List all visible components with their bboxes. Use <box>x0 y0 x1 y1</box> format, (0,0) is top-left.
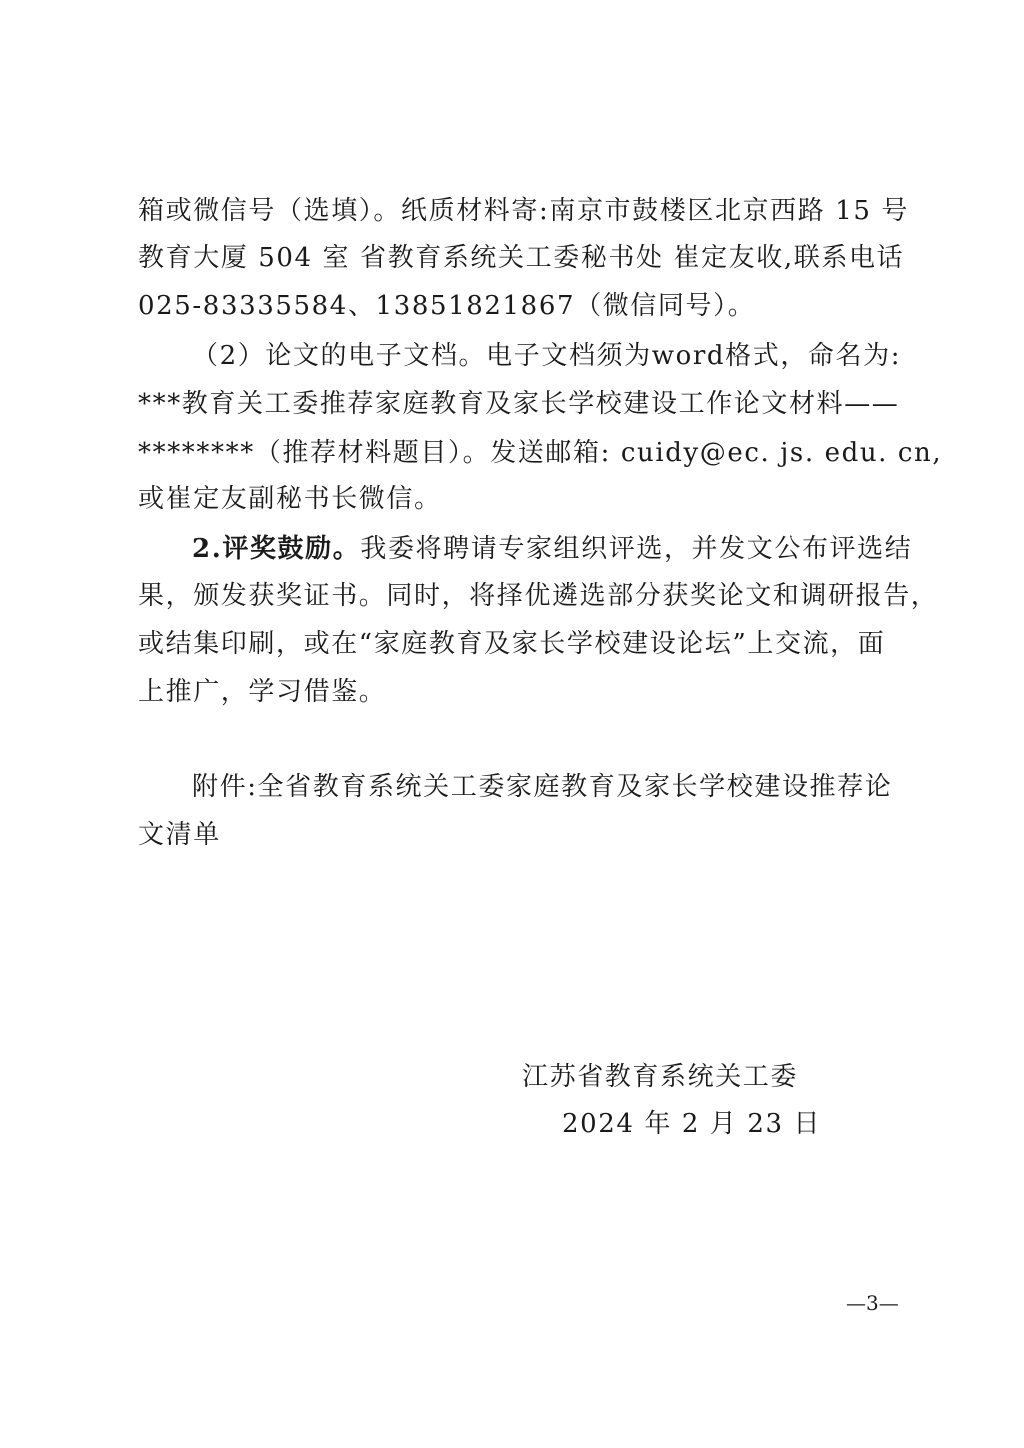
body-text-line: （2）论文的电子文档。电子文档须为word格式，命名为: <box>192 341 902 371</box>
body-text-line: ***教育关工委推荐家庭教育及家长学校建设工作论文材料—— <box>138 389 900 419</box>
body-text-line: 箱或微信号（选填）。纸质材料寄:南京市鼓楼区北京西路 15 号 <box>138 196 909 226</box>
body-text-line: 教育大厦 504 室 省教育系统关工委秘书处 崔定友收,联系电话 <box>138 243 905 273</box>
signature-date: 2024 年 2 月 23 日 <box>562 1109 822 1139</box>
body-text-line: ********（推荐材料题目）。发送邮箱: cuidy@ec. js. edu. cn, <box>138 438 943 468</box>
body-text-span: 我委将聘请专家组织评选，并发文公布评选结 <box>360 534 913 564</box>
attachment-line: 文清单 <box>138 820 221 850</box>
body-text-line <box>192 536 912 562</box>
body-text-line: 或崔定友副秘书长微信。 <box>138 484 442 514</box>
body-text-line: 025-83335584、13851821867（微信同号）。 <box>138 291 756 321</box>
attachment-line: 附件:全省教育系统关工委家庭教育及家长学校建设推荐论 <box>192 772 893 802</box>
signature-org: 江苏省教育系统关工委 <box>522 1062 799 1092</box>
page-number: —3— <box>846 1291 899 1315</box>
section-heading: 2.评奖鼓励。 <box>192 534 361 564</box>
body-text-line: 或结集印刷，或在“家庭教育及家长学校建设论坛”上交流，面 <box>138 629 886 659</box>
body-text-line: 上推广，学习借鉴。 <box>138 677 387 707</box>
body-text-line: 果，颁发获奖证书。同时，将择优遴选部分获奖论文和调研报告， <box>138 581 939 611</box>
